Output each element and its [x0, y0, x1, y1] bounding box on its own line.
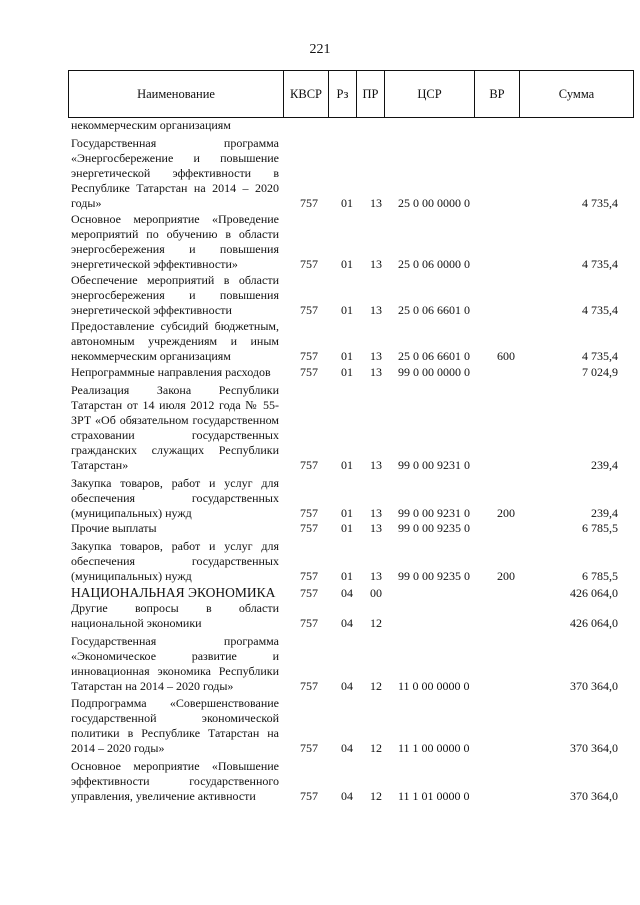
sum-cell: 7 024,9 [582, 365, 618, 379]
row-name: Обеспечение мероприятий в области энергосбережения и повышения энергетической эффективности [71, 273, 279, 317]
kvsr-cell: 757 [300, 521, 318, 535]
sum-cell: 4 735,4 [582, 257, 618, 271]
sum-cell: 370 364,0 [570, 789, 618, 803]
csr-cell: 25 0 06 0000 0 [398, 257, 470, 271]
kvsr-cell: 757 [300, 789, 318, 803]
sum-cell: 6 785,5 [582, 521, 618, 535]
rz-cell: 01 [341, 569, 353, 583]
row-name: Непрограммные направления расходов [71, 365, 271, 379]
csr-cell: 99 0 00 9235 0 [398, 569, 470, 583]
rz-cell: 01 [341, 257, 353, 271]
table-row [0, 476, 640, 521]
kvsr-cell: 757 [300, 257, 318, 271]
csr-cell: 99 0 00 9231 0 [398, 458, 470, 472]
row-name: Предоставление субсидий бюджетным, автономным учреждениям и иным некоммерческим организациям [71, 319, 279, 363]
pr-cell: 12 [370, 741, 382, 755]
header-csr: ЦСР [385, 71, 475, 118]
rz-cell: 04 [341, 679, 353, 693]
kvsr-cell: 757 [300, 679, 318, 693]
sum-cell: 239,4 [591, 458, 618, 472]
table-row [0, 365, 640, 380]
csr-cell: 11 1 00 0000 0 [398, 741, 470, 755]
csr-cell: 99 0 00 0000 0 [398, 365, 470, 379]
rz-cell: 01 [341, 349, 353, 363]
budget-rows [0, 118, 640, 804]
rz-cell: 04 [341, 789, 353, 803]
rz-cell: 01 [341, 303, 353, 317]
row-name: НАЦИОНАЛЬНАЯ ЭКОНОМИКА [71, 585, 276, 600]
header-vr: ВР [475, 71, 520, 118]
kvsr-cell: 757 [300, 741, 318, 755]
sum-cell: 426 064,0 [570, 586, 618, 600]
table-row [0, 584, 640, 601]
header-name: Наименование [69, 71, 284, 118]
table-row [0, 521, 640, 536]
pr-cell: 12 [370, 616, 382, 630]
table-row [0, 118, 640, 133]
row-name: Основное мероприятие «Проведение мероприятий по обучению в области энергосбережения и повышения энергетической эффективности» [71, 212, 279, 271]
pr-cell: 13 [370, 257, 382, 271]
sum-cell: 370 364,0 [570, 741, 618, 755]
rz-cell: 01 [341, 196, 353, 210]
kvsr-cell: 757 [300, 349, 318, 363]
pr-cell: 13 [370, 458, 382, 472]
sum-cell: 426 064,0 [570, 616, 618, 630]
kvsr-cell: 757 [300, 196, 318, 210]
pr-cell: 13 [370, 303, 382, 317]
table-header [68, 70, 634, 118]
table-row [0, 212, 640, 272]
rz-cell: 01 [341, 521, 353, 535]
table-row [0, 319, 640, 364]
row-name: Государственная программа «Энергосбережение и повышение энергетической эффективности в Республике Татарстан на 2014 – 2020 годы» [71, 136, 279, 210]
header-rz: Рз [329, 71, 357, 118]
table-row [0, 696, 640, 756]
table-row [0, 136, 640, 211]
sum-cell: 4 735,4 [582, 303, 618, 317]
csr-cell: 25 0 06 6601 0 [398, 349, 470, 363]
csr-cell: 25 0 00 0000 0 [398, 196, 470, 210]
table-row [0, 759, 640, 804]
sum-cell: 6 785,5 [582, 569, 618, 583]
header-sum: Сумма [520, 71, 634, 118]
sum-cell: 4 735,4 [582, 349, 618, 363]
pr-cell: 13 [370, 196, 382, 210]
sum-cell: 370 364,0 [570, 679, 618, 693]
rz-cell: 04 [341, 616, 353, 630]
pr-cell: 12 [370, 679, 382, 693]
table-row [0, 273, 640, 318]
csr-cell: 11 1 01 0000 0 [398, 789, 470, 803]
sum-cell: 239,4 [591, 506, 618, 520]
pr-cell: 12 [370, 789, 382, 803]
table-row [0, 383, 640, 473]
row-name: Реализация Закона Республики Татарстан от 14 июля 2012 года № 55-ЗРТ «Об обязательном государственном страховании государственных гражданских служащих Республики Татарстан» [71, 383, 279, 472]
row-name: Подпрограмма «Совершенствование государственной экономической политики в Республике Татарстан на 2014 – 2020 годы» [71, 696, 279, 755]
table-row [0, 539, 640, 584]
rz-cell: 01 [341, 458, 353, 472]
pr-cell: 00 [370, 586, 382, 600]
row-name: некоммерческим организациям [71, 118, 231, 132]
kvsr-cell: 757 [300, 586, 318, 600]
row-name: Закупка товаров, работ и услуг для обеспечения государственных (муниципальных) нужд [71, 476, 279, 520]
csr-cell: 11 0 00 0000 0 [398, 679, 470, 693]
kvsr-cell: 757 [300, 569, 318, 583]
vr-cell: 200 [497, 569, 515, 583]
rz-cell: 01 [341, 506, 353, 520]
pr-cell: 13 [370, 569, 382, 583]
rz-cell: 04 [341, 741, 353, 755]
rz-cell: 04 [341, 586, 353, 600]
kvsr-cell: 757 [300, 458, 318, 472]
kvsr-cell: 757 [300, 365, 318, 379]
pr-cell: 13 [370, 349, 382, 363]
header-kvsr: КВСР [284, 71, 329, 118]
csr-cell: 25 0 06 6601 0 [398, 303, 470, 317]
pr-cell: 13 [370, 506, 382, 520]
table-row [0, 634, 640, 694]
sum-cell: 4 735,4 [582, 196, 618, 210]
row-name: Государственная программа «Экономическое развитие и инновационная экономика Республики Татарстан на 2014 – 2020 годы» [71, 634, 279, 693]
row-name: Основное мероприятие «Повышение эффективности государственного управления, увеличение активности [71, 759, 279, 803]
kvsr-cell: 757 [300, 616, 318, 630]
csr-cell: 99 0 00 9235 0 [398, 521, 470, 535]
table-row [0, 601, 640, 631]
row-name: Другие вопросы в области национальной экономики [71, 601, 279, 630]
kvsr-cell: 757 [300, 303, 318, 317]
pr-cell: 13 [370, 521, 382, 535]
pr-cell: 13 [370, 365, 382, 379]
vr-cell: 200 [497, 506, 515, 520]
row-name: Прочие выплаты [71, 521, 157, 535]
kvsr-cell: 757 [300, 506, 318, 520]
header-pr: ПР [357, 71, 385, 118]
page-number: 221 [309, 42, 331, 57]
csr-cell: 99 0 00 9231 0 [398, 506, 470, 520]
rz-cell: 01 [341, 365, 353, 379]
row-name: Закупка товаров, работ и услуг для обеспечения государственных (муниципальных) нужд [71, 539, 279, 583]
vr-cell: 600 [497, 349, 515, 363]
